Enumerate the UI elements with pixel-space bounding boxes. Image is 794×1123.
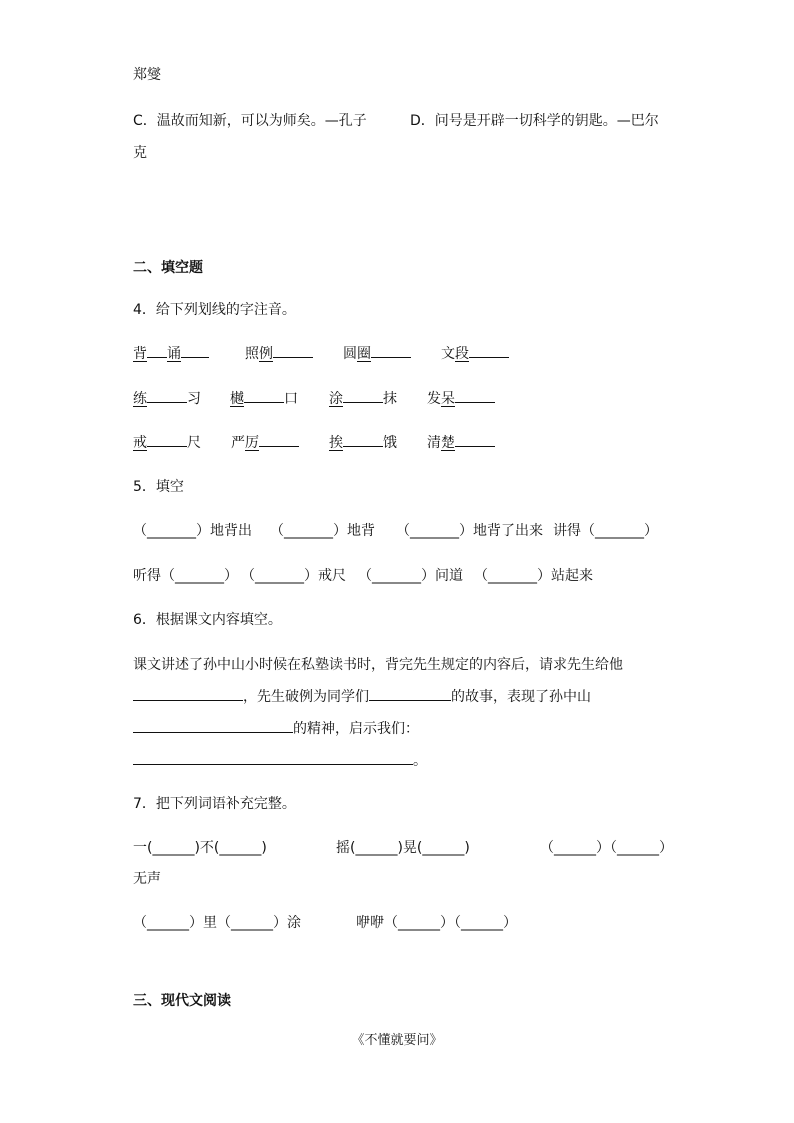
q6-text-line-3: 的精神，启示我们： — [133, 718, 419, 739]
q5-prompt: 5．填空 — [133, 479, 184, 495]
q4-word-6: 樾 口 — [230, 388, 298, 409]
q4-word-4: 文段 — [441, 343, 509, 364]
q5-item-4: 讲得（_______） — [553, 523, 658, 539]
q7-item-5: 咿咿（______）（______） — [356, 915, 517, 931]
q4-word-10: 严厉 — [231, 432, 299, 453]
q4-word-11: 挨 饿 — [329, 432, 397, 453]
q7-item-2: 摇(______)晃(______) — [336, 840, 470, 856]
q5-item-8: （_______）站起来 — [474, 568, 593, 584]
q6-text-line-2: ，先生破例为同学们 的故事，表现了孙中山 — [133, 686, 591, 707]
q5-item-5: 听得（_______） — [133, 568, 238, 584]
q7-prompt: 7．把下列词语补充完整。 — [133, 796, 296, 812]
q7-item-4: （______）里（______）涂 — [133, 915, 301, 931]
q7-item-3: （______）（______） — [540, 840, 673, 856]
q4-word-5: 练 习 — [133, 388, 201, 409]
q4-prompt: 4．给下列划线的字注音。 — [133, 302, 296, 318]
continued-author: 郑燮 — [133, 67, 161, 83]
q4-word-2: 照例 — [245, 343, 313, 364]
q4-word-12: 清楚 — [427, 432, 495, 453]
q4-word-1: 背 诵 — [133, 343, 209, 364]
q5-item-2: （_______）地背 — [270, 523, 375, 539]
article-title: 《不懂就要问》 — [351, 1033, 443, 1048]
q4-word-9: 戒 尺 — [133, 432, 201, 453]
q4-word-7: 涂 抹 — [329, 388, 397, 409]
q6-prompt: 6．根据课文内容填空。 — [133, 612, 282, 628]
q6-text-line-1: 课文讲述了孙中山小时候在私塾读书时，背完先生规定的内容后，请求先生给他 — [133, 657, 623, 673]
q5-item-1: （_______）地背出 — [133, 523, 252, 539]
q4-word-8: 发呆 — [427, 388, 495, 409]
section-heading-fill-blank: 二、填空题 — [133, 260, 203, 276]
q7-item-3-continued: 无声 — [133, 871, 161, 887]
option-d: D．问号是开辟一切科学的钥匙。—巴尔 — [410, 113, 659, 129]
q6-text-line-4: 。 — [133, 750, 427, 771]
q4-word-3: 圆圈 — [343, 343, 411, 364]
q5-item-3: （_______）地背了出来 — [396, 523, 543, 539]
q5-item-6: （_______）戒尺 — [241, 568, 346, 584]
q5-item-7: （_______）问道 — [358, 568, 463, 584]
q7-item-1: 一(______)不(______) — [133, 840, 267, 856]
section-heading-reading: 三、现代文阅读 — [133, 993, 231, 1009]
option-d-continued: 克 — [133, 145, 147, 161]
option-c: C．温故而知新，可以为师矣。—孔子 — [133, 113, 367, 129]
